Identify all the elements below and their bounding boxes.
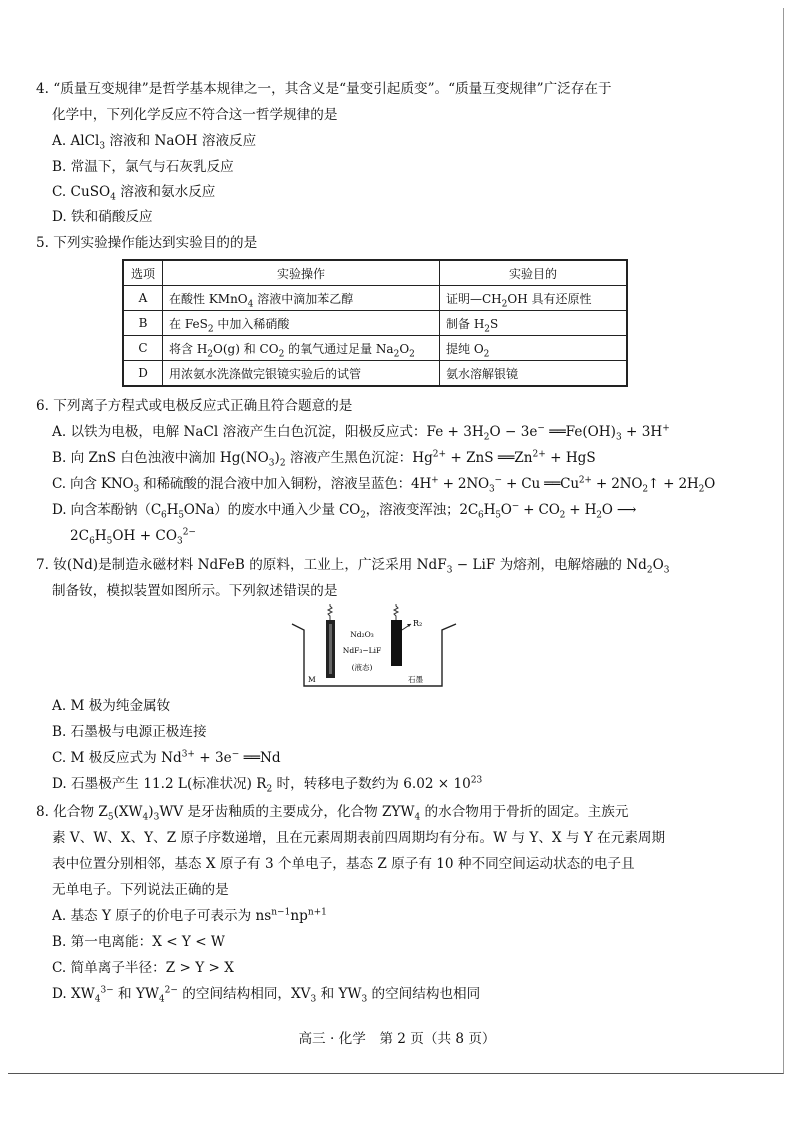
- page-footer: 高三 · 化学 第 2 页（共 8 页）: [298, 1031, 496, 1047]
- r2-label: R₂: [413, 619, 423, 628]
- q8-stem-line3: 表中位置分别相邻，基态 X 原子有 3 个单电子，基态 Z 原子有 10 种不同空间运动状态的电子且: [52, 856, 635, 872]
- q7-option-b: B. 石墨极与电源正极连接: [52, 724, 207, 740]
- q7-option-d: D. 石墨极产生 11.2 L(标准状况) $R_2$ 时，转移电子数约为 $6.02 \times 10^{23}$: [52, 775, 483, 795]
- table-row: A 在酸性 KMnO$_4$ 溶液中滴加苯乙醇 证明$—CH_2OH$ 具有还原性: [123, 286, 627, 311]
- q7-option-c: C. M 极反应式为 $Nd^{3+} + 3e^-$ ══Nd: [52, 749, 281, 766]
- header-option: 选项: [123, 260, 163, 286]
- q6-option-d-line2: $2C_6H_5OH + CO_3^{2-}$: [70, 527, 196, 547]
- cell-container: [292, 624, 456, 686]
- q5-stem: 5. 下列实验操作能达到实验目的的是: [36, 235, 258, 251]
- q6-option-b: B. 向 ZnS 白色浊液中滴加 $Hg(NO_3)_2$ 溶液产生黑色沉淀：$Hg^{2+}$ + ZnS $══Zn^{2+}$ + HgS: [52, 449, 596, 469]
- q4-option-b: B. 常温下，氯气与石灰乳反应: [52, 159, 234, 175]
- table-row: B 在 FeS$_2$ 中加入稀硝酸 制备 $H_2S$: [123, 311, 627, 336]
- q7-stem-line2: 制备钕，模拟装置如图所示。下列叙述错误的是: [52, 583, 338, 599]
- q4-option-a: A. AlCl$_3$ 溶液和 NaOH 溶液反应: [52, 133, 257, 152]
- q6-stem: 6. 下列离子方程式或电极反应式正确且符合题意的是: [36, 398, 353, 414]
- header-operation: 实验操作: [163, 260, 440, 286]
- q8-stem-line4: 无单电子。下列说法正确的是: [52, 882, 229, 898]
- table-row: D 用浓氨水洗涤做完银镜实验后的试管 氨水溶解银镜: [123, 361, 627, 387]
- m-label: M: [308, 675, 316, 684]
- header-goal: 实验目的: [440, 260, 628, 286]
- q4-option-d: D. 铁和硝酸反应: [52, 209, 153, 225]
- nd2o3-label: Nd₂O₃: [350, 630, 374, 639]
- q6-option-c: C. 向含 $KNO_3$ 和稀硫酸的混合液中加入铜粉，溶液呈蓝色：$4H^+ + 2NO_3^- + Cu$ $══Cu^{2+}$ + $2NO_2↑ + 2H_2O$: [52, 475, 716, 495]
- q8-option-d: D. $XW_4^{3-}$ 和 $YW_4^{2-}$ 的空间结构相同，$XV_3$ 和 $YW_3$ 的空间结构也相同: [52, 985, 481, 1005]
- q8-stem-line2: 素 V、W、X、Y、Z 原子序数递增，且在元素周期表前四周期均有分布。W 与 Y、X 与 Y 在元素周期: [52, 830, 666, 846]
- q4-stem-line2: 化学中，下列化学反应不符合这一哲学规律的是: [52, 107, 338, 123]
- graphite-label: 石墨: [408, 675, 423, 684]
- q6-option-a: A. 以铁为电极，电解 NaCl 溶液产生白色沉淀，阳极反应式：$Fe + 3H_2O - 3e^-$ $══Fe(OH)_3 + 3H^+$: [52, 423, 670, 443]
- m-wire: [328, 604, 332, 620]
- table-row: C 将含 $H_2O(g)$ 和 $CO_2$ 的氧气通过足量 $Na_2O_2$ 提纯 $O_2$: [123, 336, 627, 361]
- q8-option-a: A. 基态 Y 原子的价电子可表示为 $ns^{n-1}np^{n+1}$: [52, 907, 327, 924]
- q4-option-c: C. CuSO$_4$ 溶液和氨水反应: [52, 184, 216, 203]
- q6-option-d-line1: D. 向含苯酚钠$(C_6H_5ONa)$的废水中通入少量 $CO_2$，溶液变浑浊；$2C_6H_5O^- + CO_2 + H_2O$ ⟶: [52, 501, 637, 521]
- q8-stem-line1: 8. 化合物 $Z_5(XW_4)_3WV$ 是牙齿釉质的主要成分，化合物 $ZYW_4$ 的水合物用于骨折的固定。主族元: [36, 804, 629, 823]
- table-header-row: [123, 260, 627, 286]
- state-label: (液态): [351, 663, 373, 672]
- q5-experiment-table: [122, 259, 628, 387]
- graphite-electrode: [391, 620, 402, 666]
- q7-option-a: A. M 极为纯金属钕: [52, 698, 171, 714]
- flux-label: NdF₃−LiF: [342, 646, 382, 655]
- q8-option-c: C. 简单离子半径：Z > Y > X: [52, 960, 234, 976]
- q4-stem-line1: 4. “质量互变规律”是哲学基本规律之一，其含义是“量变引起质变”。“质量互变规律”广泛存在于: [36, 81, 612, 97]
- electrolysis-diagram: [290, 604, 460, 688]
- graphite-wire: [394, 604, 398, 620]
- q7-stem-line1: 7. 钕(Nd)是制造永磁材料 NdFeB 的原料，工业上，广泛采用 NdF$_3$ − LiF 为熔剂，电解熔融的 $Nd_2O_3$: [36, 557, 670, 576]
- q8-option-b: B. 第一电离能：X < Y < W: [52, 934, 225, 950]
